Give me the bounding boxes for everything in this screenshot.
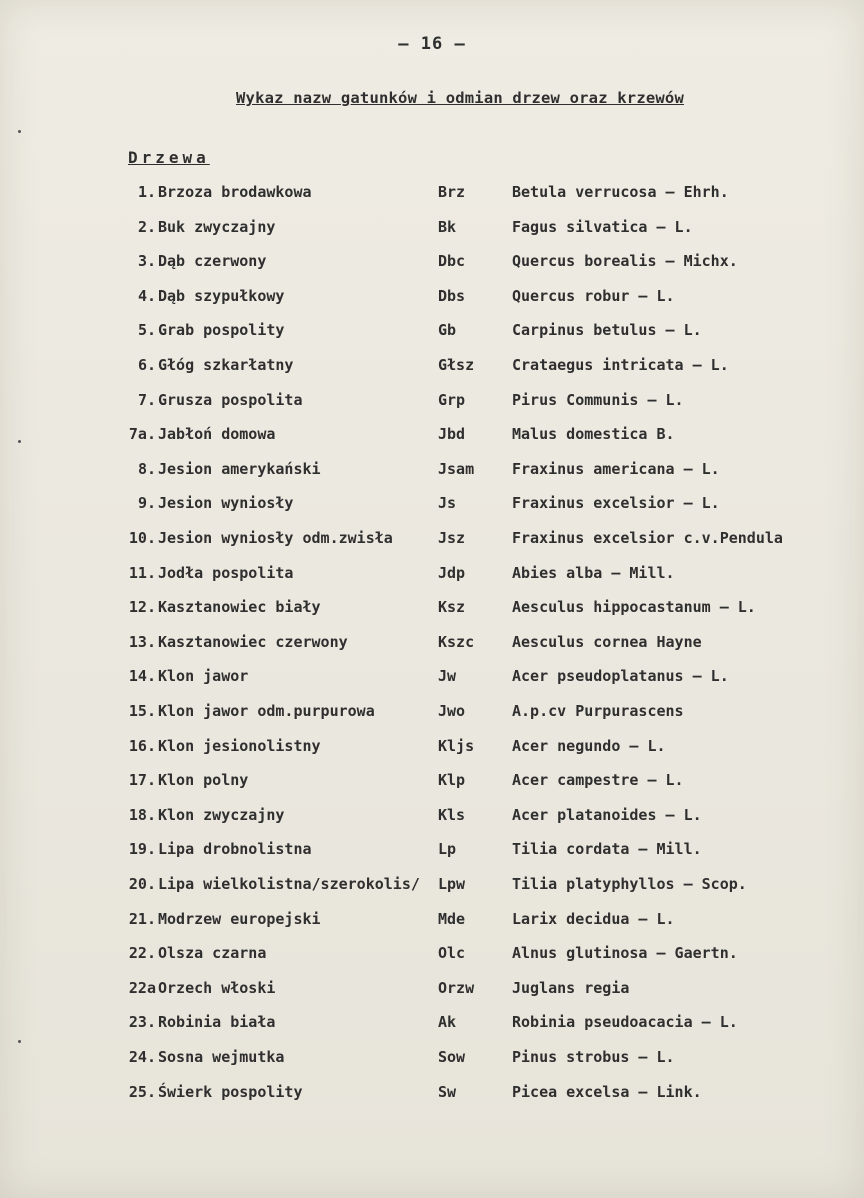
tree-name-polish: Klon jesionolistny — [158, 736, 321, 755]
tree-row — [0, 633, 864, 657]
tree-number: 19. — [128, 840, 156, 859]
tree-abbreviation: Grp — [438, 390, 466, 409]
tree-abbreviation: Jdp — [438, 563, 466, 582]
tree-row — [0, 910, 864, 934]
tree-row — [0, 1083, 864, 1107]
tree-number: 4. — [137, 286, 156, 305]
tree-row — [0, 806, 864, 830]
tree-name-polish: Dąb czerwony — [158, 252, 267, 271]
tree-row — [0, 840, 864, 864]
page-heading: Wykaz nazw gatunków i odmian drzew oraz krzewów — [236, 89, 684, 107]
tree-number: 16. — [128, 736, 156, 755]
tree-number: 18. — [128, 805, 156, 824]
tree-name-polish: Jesion wyniosły odm.zwisła — [158, 529, 393, 547]
tree-name-polish: Jabłoń domowa — [158, 425, 276, 444]
tree-name-latin: Aesculus cornea Hayne — [512, 632, 702, 651]
tree-row — [0, 287, 864, 311]
tree-number: 9. — [137, 494, 156, 513]
tree-name-latin: Fraxinus americana – L. — [512, 459, 720, 478]
tree-abbreviation: Klp — [438, 771, 466, 790]
tree-number: 3. — [137, 252, 156, 271]
tree-name-polish: Świerk pospolity — [158, 1082, 303, 1101]
tree-name-latin: Acer pseudoplatanus – L. — [512, 667, 729, 686]
tree-row — [0, 667, 864, 691]
tree-abbreviation: Kljs — [438, 736, 475, 755]
tree-number: 1. — [137, 183, 156, 201]
paper-speck — [18, 440, 21, 443]
tree-number: 7a. — [128, 425, 156, 444]
tree-name-polish: Olsza czarna — [158, 944, 267, 963]
tree-name-polish: Głóg szkarłatny — [158, 356, 294, 374]
tree-name-latin: Pinus strobus – L. — [512, 1048, 675, 1066]
tree-row — [0, 218, 864, 242]
tree-name-polish: Jesion wyniosły — [158, 494, 294, 513]
tree-row — [0, 737, 864, 761]
tree-name-latin: Robinia pseudoacacia – L. — [512, 1013, 738, 1032]
tree-row — [0, 460, 864, 484]
tree-name-latin: Acer platanoides – L. — [512, 805, 702, 824]
tree-abbreviation: Sow — [438, 1048, 466, 1066]
tree-abbreviation: Kls — [438, 805, 466, 824]
tree-number: 10. — [128, 529, 156, 547]
tree-abbreviation: Jsz — [438, 529, 466, 547]
tree-name-latin: Juglans regia — [512, 978, 630, 997]
tree-name-polish: Jesion amerykański — [158, 459, 321, 478]
section-title: Drzewa — [128, 148, 210, 167]
tree-name-latin: Malus domestica B. — [512, 425, 675, 444]
tree-number: 25. — [128, 1082, 156, 1101]
tree-name-latin: Fagus silvatica – L. — [512, 217, 693, 236]
tree-name-polish: Klon zwyczajny — [158, 805, 285, 824]
tree-name-latin: Carpinus betulus – L. — [512, 321, 702, 340]
tree-name-polish: Lipa drobnolistna — [158, 840, 312, 859]
tree-number: 22. — [128, 944, 156, 963]
tree-number: 22a — [128, 978, 156, 997]
tree-row — [0, 979, 864, 1003]
tree-name-polish: Klon jawor odm.purpurowa — [158, 702, 375, 720]
tree-abbreviation: Jbd — [438, 425, 466, 444]
tree-name-latin: Acer negundo – L. — [512, 736, 666, 755]
tree-row — [0, 564, 864, 588]
tree-abbreviation: Dbc — [438, 252, 466, 271]
tree-name-polish: Klon jawor — [158, 667, 249, 686]
tree-row — [0, 494, 864, 518]
tree-number: 17. — [128, 771, 156, 790]
tree-abbreviation: Ak — [438, 1013, 457, 1032]
tree-row — [0, 702, 864, 726]
tree-row — [0, 529, 864, 553]
tree-abbreviation: Lpw — [438, 875, 466, 893]
tree-row — [0, 252, 864, 276]
tree-abbreviation: Orzw — [438, 978, 475, 997]
tree-number: 12. — [128, 598, 156, 617]
paper-speck — [18, 1040, 21, 1043]
tree-abbreviation: Dbs — [438, 286, 466, 305]
tree-row — [0, 356, 864, 380]
tree-abbreviation: Js — [438, 494, 457, 513]
tree-row — [0, 771, 864, 795]
tree-name-latin: Betula verrucosa – Ehrh. — [512, 183, 729, 201]
tree-number: 14. — [128, 667, 156, 686]
tree-name-polish: Dąb szypułkowy — [158, 286, 285, 305]
tree-number: 23. — [128, 1013, 156, 1032]
tree-abbreviation: Mde — [438, 909, 466, 928]
tree-row — [0, 183, 864, 207]
tree-name-polish: Robinia biała — [158, 1013, 276, 1032]
tree-name-latin: Aesculus hippocastanum – L. — [512, 598, 756, 617]
tree-abbreviation: Brz — [438, 183, 466, 201]
tree-name-polish: Brzoza brodawkowa — [158, 183, 312, 201]
tree-name-latin: Fraxinus excelsior – L. — [512, 494, 720, 513]
tree-name-polish: Grab pospolity — [158, 321, 285, 340]
tree-number: 13. — [128, 632, 156, 651]
tree-number: 11. — [128, 563, 156, 582]
tree-name-polish: Lipa wielkolistna/szerokolis/ — [158, 875, 420, 893]
tree-number: 15. — [128, 702, 156, 720]
tree-abbreviation: Lp — [438, 840, 457, 859]
tree-number: 2. — [137, 217, 156, 236]
tree-name-latin: Larix decidua – L. — [512, 909, 675, 928]
tree-abbreviation: Jw — [438, 667, 457, 686]
tree-row — [0, 944, 864, 968]
tree-abbreviation: Gb — [438, 321, 457, 340]
tree-abbreviation: Kszc — [438, 632, 475, 651]
tree-name-polish: Modrzew europejski — [158, 909, 321, 928]
tree-number: 5. — [137, 321, 156, 340]
tree-name-polish: Kasztanowiec biały — [158, 598, 321, 617]
tree-name-polish: Jodła pospolita — [158, 563, 294, 582]
tree-name-latin: Fraxinus excelsior c.v.Pendula — [512, 529, 783, 547]
tree-abbreviation: Sw — [438, 1082, 457, 1101]
tree-name-latin: Quercus borealis – Michx. — [512, 252, 738, 271]
tree-name-polish: Orzech włoski — [158, 978, 276, 997]
tree-row — [0, 321, 864, 345]
tree-name-polish: Klon polny — [158, 771, 249, 790]
tree-name-polish: Sosna wejmutka — [158, 1048, 285, 1066]
tree-abbreviation: Olc — [438, 944, 466, 963]
tree-name-polish: Grusza pospolita — [158, 390, 303, 409]
tree-row — [0, 598, 864, 622]
tree-number: 24. — [128, 1048, 156, 1066]
tree-row — [0, 1048, 864, 1072]
tree-row — [0, 391, 864, 415]
tree-name-latin: A.p.cv Purpurascens — [512, 702, 684, 720]
tree-name-polish: Kasztanowiec czerwony — [158, 632, 348, 651]
tree-row — [0, 425, 864, 449]
tree-number: 21. — [128, 909, 156, 928]
tree-name-latin: Picea excelsa – Link. — [512, 1082, 702, 1101]
tree-number: 20. — [128, 875, 156, 893]
tree-name-latin: Quercus robur – L. — [512, 286, 675, 305]
tree-name-latin: Alnus glutinosa – Gaertn. — [512, 944, 738, 963]
tree-abbreviation: Ksz — [438, 598, 466, 617]
tree-name-latin: Tilia platyphyllos – Scop. — [512, 875, 747, 893]
tree-abbreviation: Bk — [438, 217, 457, 236]
paper-speck — [18, 130, 21, 133]
tree-name-latin: Tilia cordata – Mill. — [512, 840, 702, 859]
page-number: – 16 – — [398, 34, 466, 54]
tree-name-latin: Acer campestre – L. — [512, 771, 684, 790]
tree-row — [0, 875, 864, 899]
tree-abbreviation: Jsam — [438, 459, 475, 478]
tree-abbreviation: Jwo — [438, 702, 466, 720]
tree-name-latin: Pirus Communis – L. — [512, 390, 684, 409]
tree-number: 8. — [137, 459, 156, 478]
tree-name-polish: Buk zwyczajny — [158, 217, 276, 236]
tree-row — [0, 1013, 864, 1037]
tree-name-latin: Abies alba – Mill. — [512, 563, 675, 582]
tree-number: 7. — [137, 390, 156, 409]
tree-name-latin: Crataegus intricata – L. — [512, 356, 729, 374]
tree-number: 6. — [137, 356, 156, 374]
tree-abbreviation: Głsz — [438, 356, 475, 374]
